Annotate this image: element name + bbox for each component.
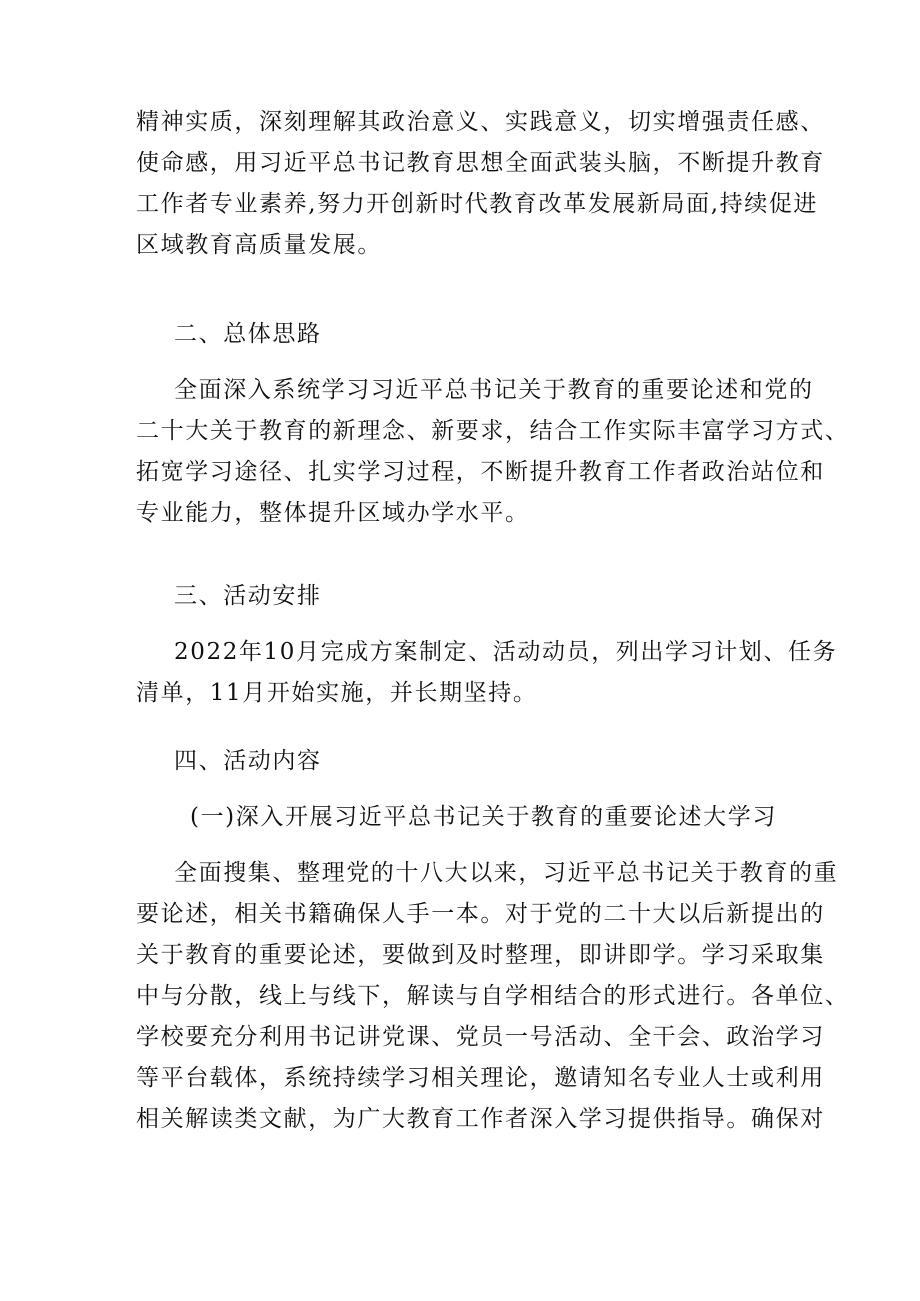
section-heading-overall-approach: 二、总体思路 (174, 321, 322, 347)
text-line: 工作者专业素养,努力开创新时代教育改革发展新局面,持续促进 (136, 191, 819, 217)
text-line: 拓宽学习途径、扎实学习过程，不断提升教育工作者政治站位和 (136, 459, 825, 485)
text-line: 中与分散，线上与线下，解读与自学相结合的形式进行。各单位、 (136, 983, 850, 1009)
text-line: 要论述，相关书籍确保人手一本。对于党的二十大以后新提出的 (136, 901, 825, 927)
section-heading-activity-content: 四、活动内容 (174, 748, 322, 774)
text-line: 学校要充分利用书记讲党课、党员一号活动、全干会、政治学习 (136, 1024, 825, 1050)
text-line: 区域教育高质量发展。 (136, 232, 382, 258)
text-line: 相关解读类文献，为广大教育工作者深入学习提供指导。确保对 (136, 1106, 825, 1132)
subsection-heading-study: (一)深入开展习近平总书记关于教育的重要论述大学习 (190, 804, 777, 830)
text-line: 使命感，用习近平总书记教育思想全面武装头脑，不断提升教育 (136, 150, 825, 176)
paragraph-activity-schedule (136, 632, 838, 714)
paragraph-intro (136, 102, 825, 266)
text-line: 2022年10月完成方案制定、活动动员，列出学习计划、任务 (174, 639, 838, 665)
section-heading-activity-schedule: 三、活动安排 (174, 583, 322, 609)
text-line: 清单，11月开始实施，并长期坚持。 (136, 680, 538, 706)
text-line: 二十大关于教育的新理念、新要求，结合工作实际丰富学习方式、 (136, 418, 850, 444)
text-line: 精神实质，深刻理解其政治意义、实践意义，切实增强责任感、 (136, 109, 825, 135)
text-line: 专业能力，整体提升区域办学水平。 (136, 500, 530, 526)
text-line: 全面搜集、整理党的十八大以来，习近平总书记关于教育的重 (174, 860, 839, 886)
text-line: 全面深入系统学习习近平总书记关于教育的重要论述和党的 (174, 377, 814, 403)
paragraph-study-content (136, 853, 850, 1140)
text-line: 关于教育的重要论述，要做到及时整理，即讲即学。学习采取集 (136, 942, 825, 968)
paragraph-overall-approach (136, 370, 850, 534)
text-line: 等平台载体，系统持续学习相关理论，邀请知名专业人士或利用 (136, 1065, 825, 1091)
